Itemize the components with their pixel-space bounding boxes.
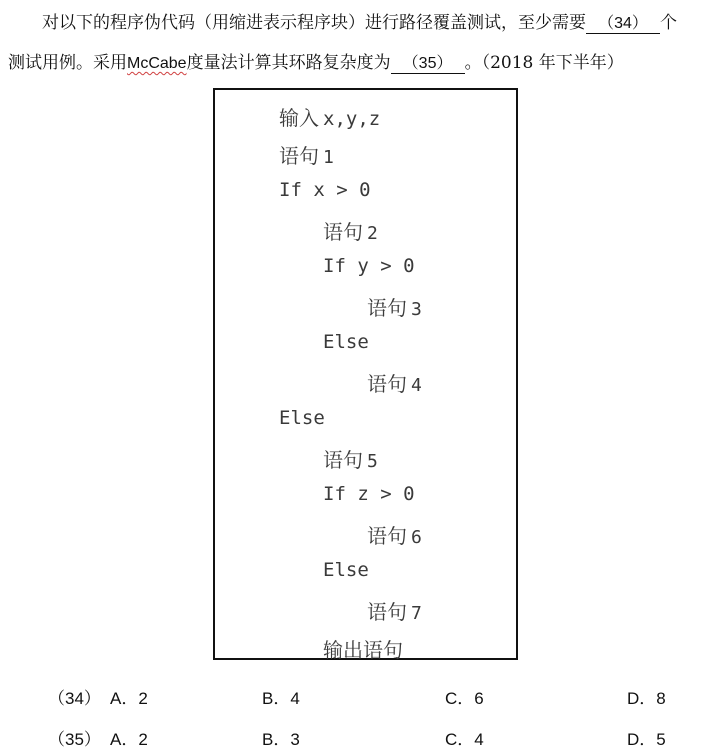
code-line-else-inner-1: Else <box>323 331 369 353</box>
options-label: （35） <box>48 730 101 749</box>
question-text: 度量法计算其环路复杂度为 <box>186 53 391 73</box>
code-line-stmt6: 语句 6 <box>367 524 422 548</box>
option-d[interactable]: D．5 <box>627 730 666 749</box>
code-line-else-inner-2: Else <box>323 559 369 581</box>
question-line-1 <box>42 8 677 34</box>
code-line-else-outer: Else <box>279 407 325 429</box>
option-c[interactable]: C．6 <box>445 689 484 708</box>
code-line-stmt3: 语句 3 <box>367 296 422 320</box>
blank-35: （35） <box>391 55 465 74</box>
code-line-input: 输入 x,y,z <box>279 106 381 130</box>
question-line-2 <box>8 48 624 74</box>
code-line-stmt2: 语句 2 <box>323 220 378 244</box>
mccabe-term: McCabe <box>127 55 187 72</box>
code-line-if-x: If x > 0 <box>279 179 371 201</box>
option-b[interactable]: B．4 <box>262 689 300 708</box>
code-line-stmt5: 语句 5 <box>323 448 378 472</box>
code-line-stmt7: 语句 7 <box>367 600 422 624</box>
question-text-tail: 个 <box>660 13 677 33</box>
option-c[interactable]: C．4 <box>445 730 484 749</box>
option-d[interactable]: D．8 <box>627 689 666 708</box>
option-a[interactable]: A．2 <box>110 689 148 708</box>
option-b[interactable]: B．3 <box>262 730 300 749</box>
options-label: （34） <box>48 689 101 708</box>
question-text-tail: 。（2018 年下半年） <box>464 53 624 73</box>
code-line-if-z: If z > 0 <box>323 483 415 505</box>
option-a[interactable]: A．2 <box>110 730 148 749</box>
code-line-stmt4: 语句 4 <box>367 372 422 396</box>
code-line-if-y: If y > 0 <box>323 255 415 277</box>
pseudocode-box <box>213 88 518 660</box>
blank-34: （34） <box>586 15 660 34</box>
options-row-34 <box>0 684 728 708</box>
code-line-output: 输出语句 <box>323 638 403 662</box>
question-text: 对以下的程序伪代码（用缩进表示程序块）进行路径覆盖测试，至少需要 <box>42 13 586 33</box>
options-row-35 <box>0 725 728 749</box>
code-line-stmt1: 语句 1 <box>279 144 334 168</box>
question-text: 测试用例。采用 <box>8 53 127 73</box>
